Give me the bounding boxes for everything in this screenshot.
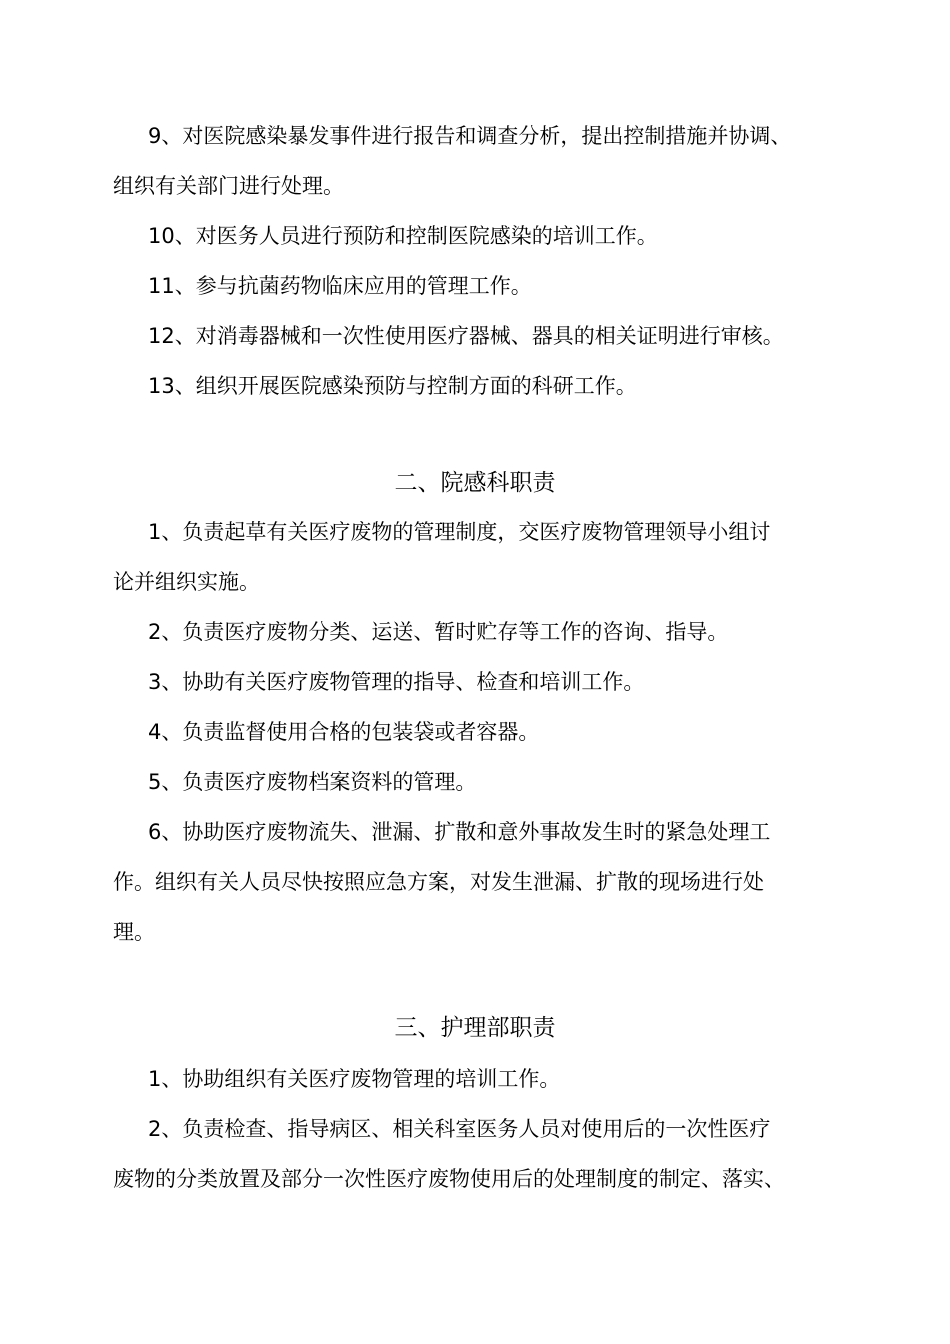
paragraph-line: 作。组织有关人员尽快按照应急方案，对发生泄漏、扩散的现场进行处 [113, 870, 764, 894]
paragraph-line: 论并组织实施。 [113, 570, 260, 594]
paragraph-line: 组织有关部门进行处理。 [113, 174, 344, 198]
paragraph-line: 12、对消毒器械和一次性使用医疗器械、器具的相关证明进行审核。 [148, 324, 784, 348]
paragraph-line: 5、负责医疗废物档案资料的管理。 [148, 770, 477, 794]
paragraph-line: 11、参与抗菌药物临床应用的管理工作。 [148, 274, 532, 298]
paragraph-line: 2、负责检查、指导病区、相关科室医务人员对使用后的一次性医疗 [148, 1117, 771, 1141]
paragraph-line: 10、对医务人员进行预防和控制医院感染的培训工作。 [148, 224, 658, 248]
paragraph-line: 理。 [113, 920, 155, 944]
paragraph-line: 1、负责起草有关医疗废物的管理制度，交医疗废物管理领导小组讨 [148, 520, 771, 544]
paragraph-line: 1、协助组织有关医疗废物管理的培训工作。 [148, 1067, 561, 1091]
paragraph-line: 2、负责医疗废物分类、运送、暂时贮存等工作的咨询、指导。 [148, 620, 729, 644]
section-heading: 二、院感科职责 [394, 470, 556, 496]
paragraph-line: 废物的分类放置及部分一次性医疗废物使用后的处理制度的制定、落实、 [113, 1167, 785, 1191]
paragraph-line: 13、组织开展医院感染预防与控制方面的科研工作。 [148, 374, 637, 398]
paragraph-line: 6、协助医疗废物流失、泄漏、扩散和意外事故发生时的紧急处理工 [148, 820, 771, 844]
section-heading: 三、护理部职责 [394, 1015, 556, 1041]
paragraph-line: 4、负责监督使用合格的包装袋或者容器。 [148, 720, 540, 744]
paragraph-line: 9、对医院感染暴发事件进行报告和调查分析，提出控制措施并协调、 [148, 124, 792, 148]
paragraph-line: 3、协助有关医疗废物管理的指导、检查和培训工作。 [148, 670, 645, 694]
